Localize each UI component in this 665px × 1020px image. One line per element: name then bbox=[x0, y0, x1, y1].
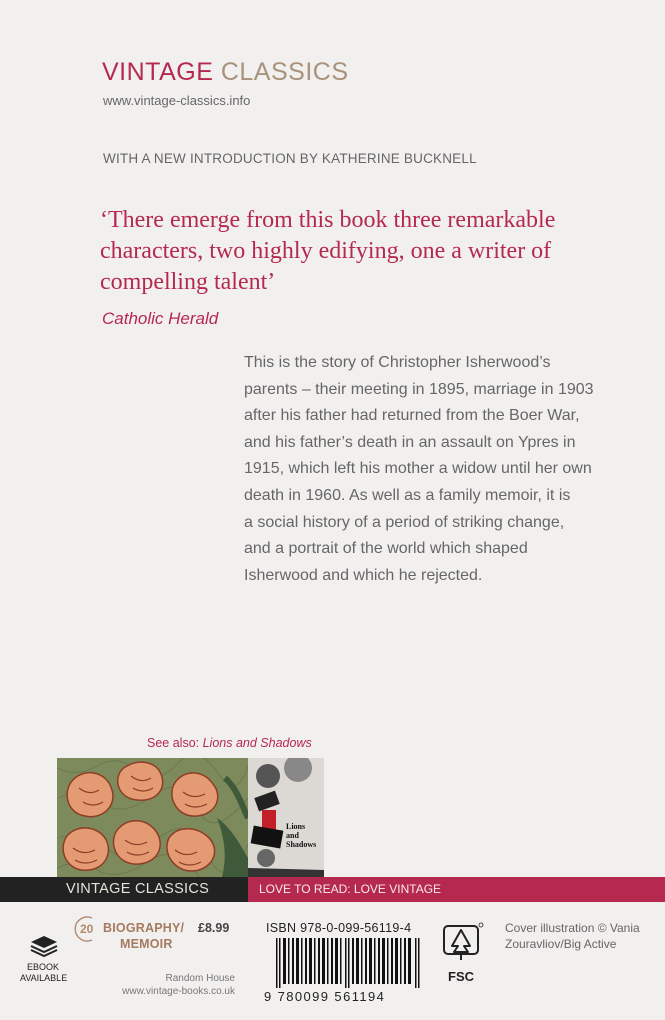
quote-line: ‘There emerge from this book three remarkable bbox=[100, 207, 556, 233]
blurb-line: after his father had returned from the Boer War, bbox=[244, 407, 580, 425]
cover-illustration bbox=[57, 758, 248, 877]
fsc-tree-icon bbox=[438, 920, 484, 964]
barcode bbox=[276, 938, 420, 988]
publisher-name: Random House bbox=[165, 973, 235, 984]
quote-source: Catholic Herald bbox=[102, 309, 219, 328]
blurb-line: and his father’s death in an assault on Ypres in bbox=[244, 433, 576, 451]
credit-line: Cover illustration © Vania bbox=[505, 921, 640, 935]
barcode-number: 9 780099 561194 bbox=[264, 989, 386, 1004]
category-label bbox=[103, 921, 184, 952]
book-blurb bbox=[244, 350, 624, 589]
see-also-prefix: See also: bbox=[147, 736, 200, 750]
credit-line: Zouravliov/Big Active bbox=[505, 936, 617, 951]
bar-brand: VINTAGE CLASSICS bbox=[0, 877, 248, 902]
publisher-url[interactable]: www.vintage-books.co.uk bbox=[122, 986, 235, 997]
related-cover-title-line: Lions bbox=[286, 822, 306, 831]
ebook-text-line: EBOOK bbox=[26, 962, 59, 972]
ebook-icon bbox=[28, 932, 60, 958]
bar-slogan: LOVE TO READ: LOVE VINTAGE bbox=[248, 877, 665, 902]
brand-bar bbox=[0, 877, 665, 902]
brand-word-vintage: VINTAGE bbox=[102, 58, 214, 86]
brand-title bbox=[102, 58, 349, 87]
brand-word-classics: CLASSICS bbox=[220, 58, 349, 86]
see-also bbox=[147, 736, 312, 750]
blurb-line: 1915, which left his mother a widow until her own bbox=[244, 460, 592, 478]
ebook-available bbox=[20, 962, 66, 984]
see-also-title[interactable]: Lions and Shadows bbox=[202, 736, 312, 750]
blurb-line: and a portrait of the world which shaped bbox=[244, 540, 528, 558]
review-quote bbox=[100, 205, 580, 298]
fsc-label: FSC bbox=[448, 969, 474, 984]
category-line: MEMOIR bbox=[120, 936, 173, 951]
ebook-text-line: AVAILABLE bbox=[20, 973, 68, 983]
publisher-info bbox=[104, 972, 235, 998]
introduction-line: WITH A NEW INTRODUCTION BY KATHERINE BUCKNELL bbox=[103, 151, 477, 166]
blurb-line: a social history of a period of striking change, bbox=[244, 513, 565, 531]
brand-url[interactable]: www.vintage-classics.info bbox=[103, 93, 251, 108]
related-cover-title-line: Shadows bbox=[286, 840, 317, 849]
quote-line: compelling talent’ bbox=[100, 269, 276, 295]
blurb-line: parents – their meeting in 1895, marriage in 1903 bbox=[244, 380, 594, 398]
century-badge: 20 bbox=[80, 922, 94, 936]
blurb-line: death in 1960. As well as a family memoir, it is bbox=[244, 486, 571, 504]
related-book-cover[interactable] bbox=[248, 758, 324, 877]
related-cover-art bbox=[248, 758, 324, 877]
blurb-line: Isherwood and which he rejected. bbox=[244, 566, 483, 584]
fsc-logo bbox=[438, 920, 484, 982]
quote-line: characters, two highly edifying, one a writer of bbox=[100, 238, 552, 264]
related-cover-title-line: and bbox=[286, 831, 299, 840]
blurb-line: This is the story of Christopher Isherwood’s bbox=[244, 354, 551, 371]
related-cover-title bbox=[286, 822, 316, 849]
cover-credit bbox=[505, 921, 640, 952]
isbn: ISBN 978-0-099-56119-4 bbox=[266, 921, 412, 935]
price: £8.99 bbox=[198, 921, 230, 935]
category-line: BIOGRAPHY/ bbox=[103, 921, 185, 935]
